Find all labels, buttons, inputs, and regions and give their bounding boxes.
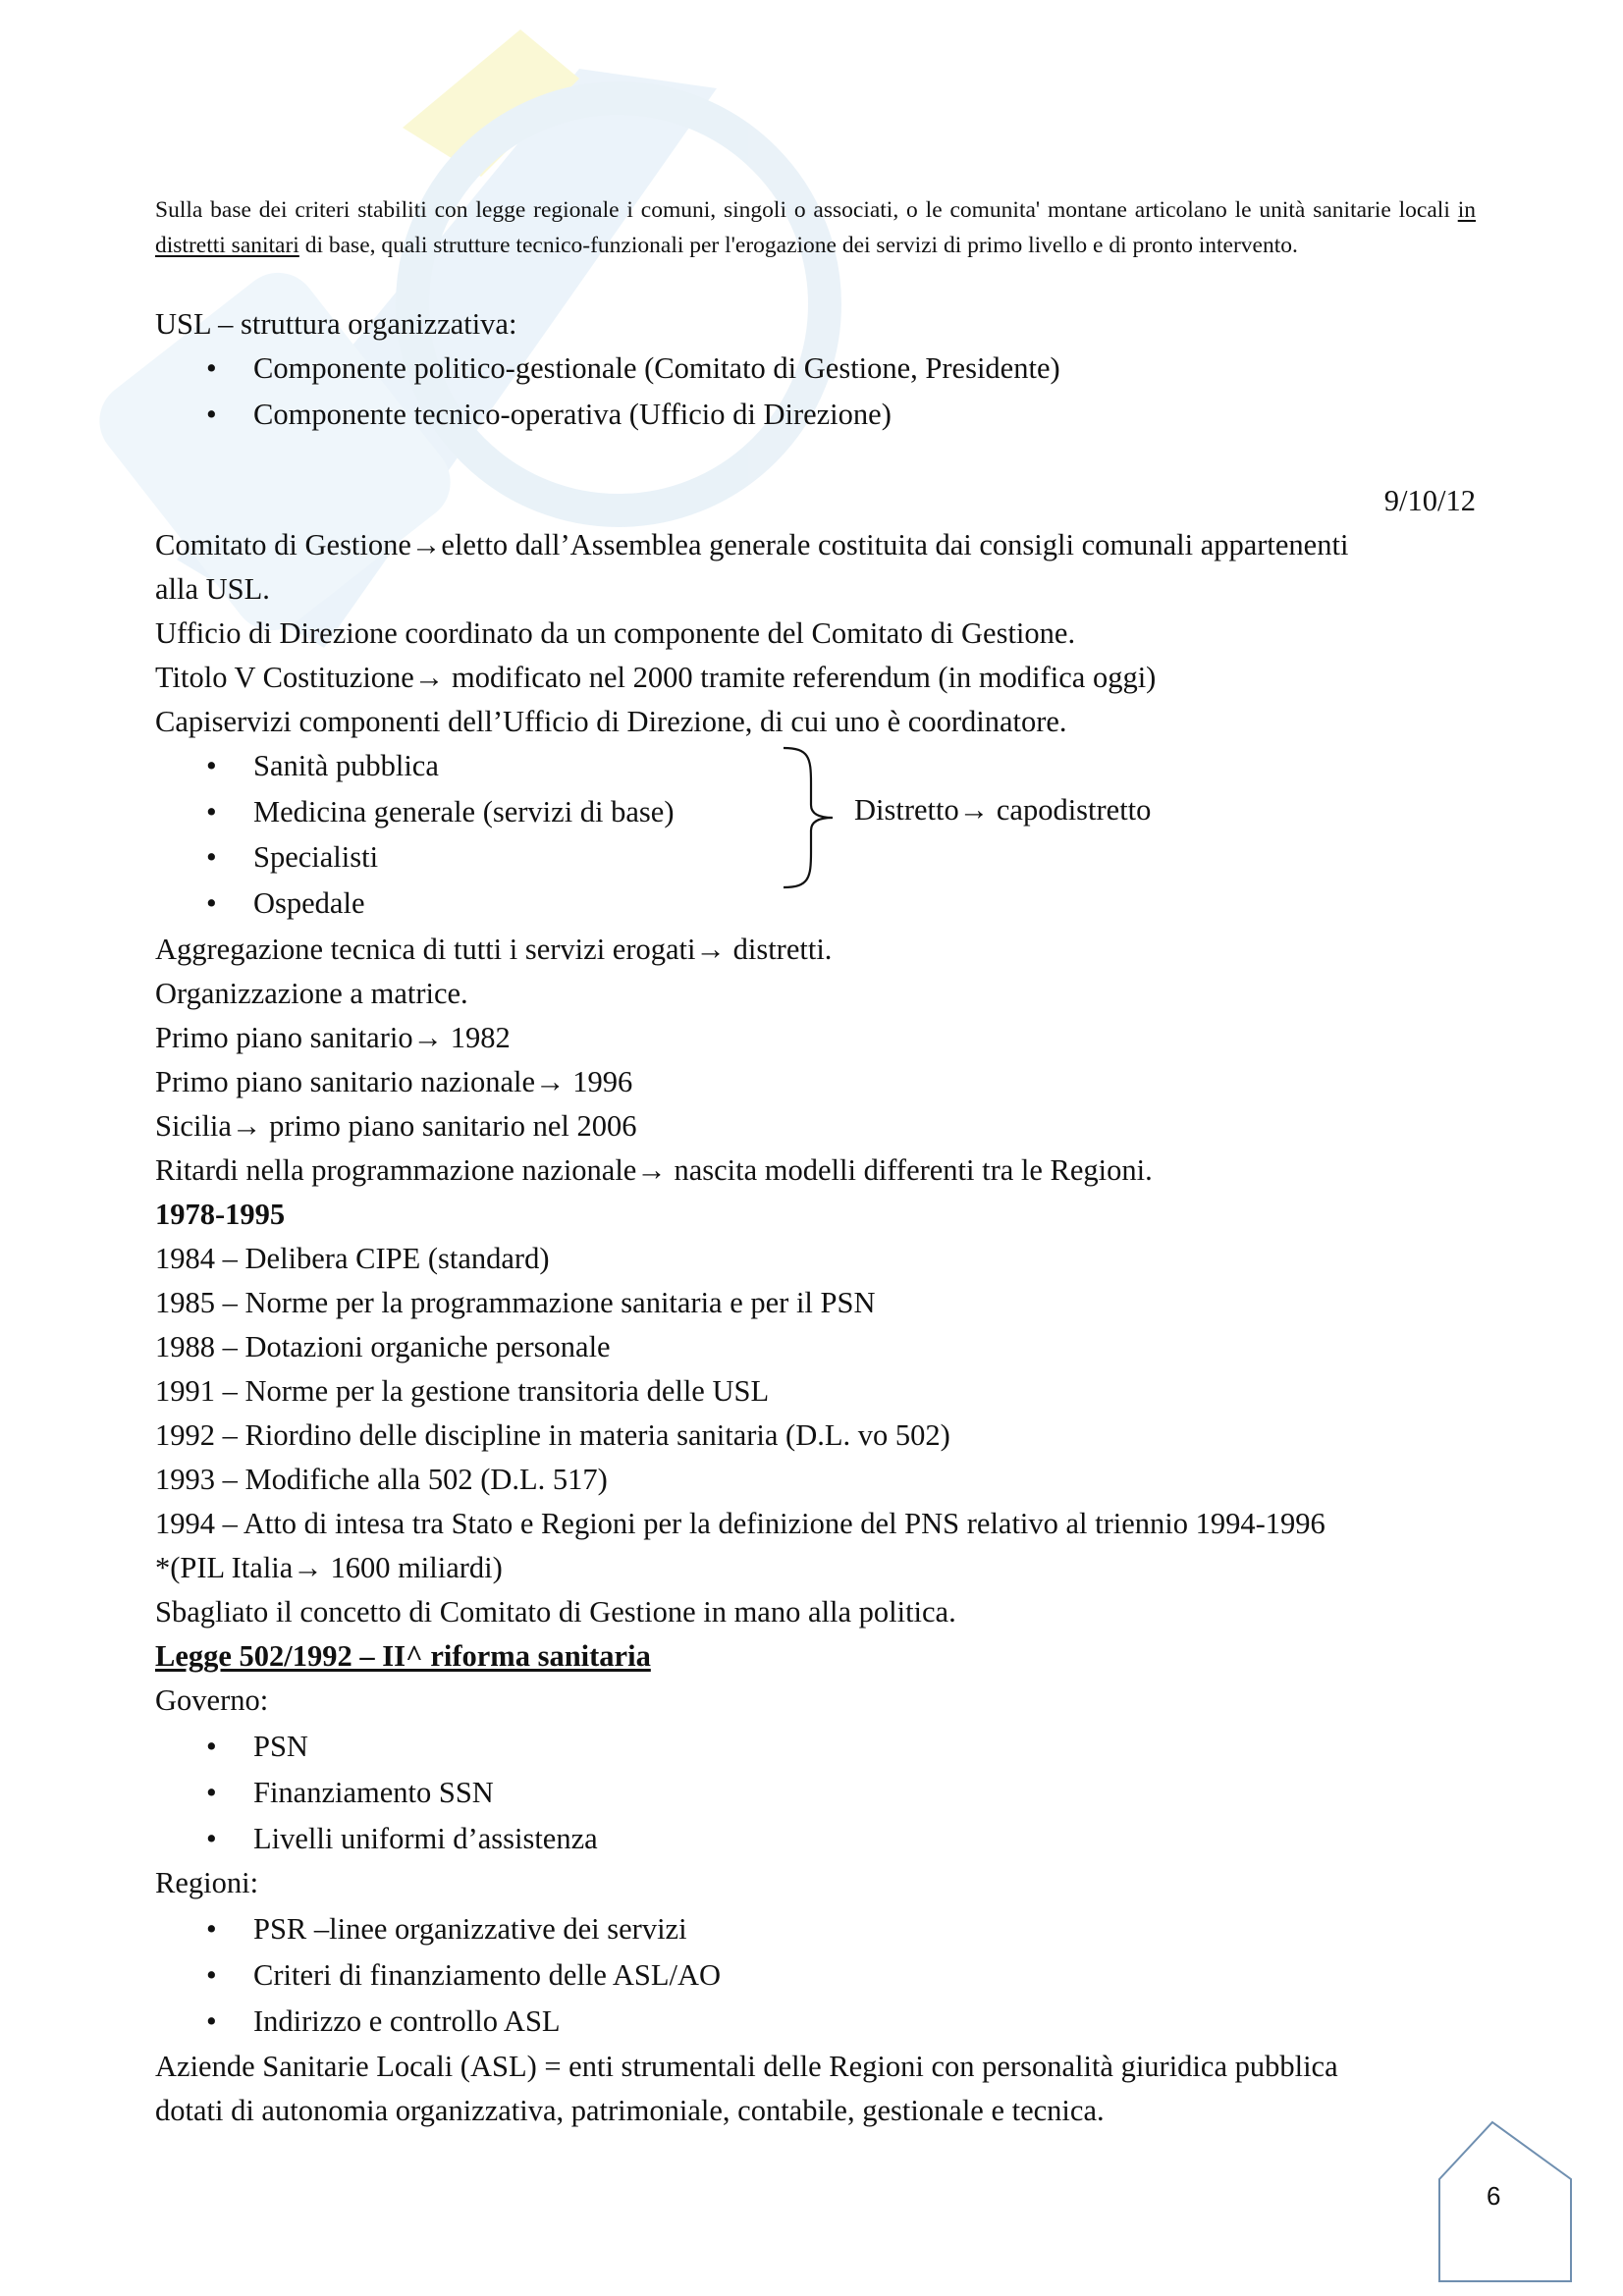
arrow-icon: → bbox=[413, 661, 445, 694]
timeline-item: 1991 – Norme per la gestione transitoria delle USL bbox=[155, 1374, 770, 1408]
timeline-item: 1984 – Delibera CIPE (standard) bbox=[155, 1242, 550, 1275]
period-heading: 1978-1995 bbox=[155, 1198, 286, 1231]
arrow-icon: → bbox=[410, 528, 442, 561]
matrice-line: Organizzazione a matrice. bbox=[155, 977, 468, 1010]
timeline-item: 1993 – Modifiche alla 502 (D.L. 517) bbox=[155, 1463, 608, 1496]
aggregazione-line: Aggregazione tecnica di tutti i servizi erogati→ distretti. bbox=[155, 933, 833, 966]
bullet-icon: • bbox=[206, 398, 217, 431]
bullet-icon: • bbox=[206, 1776, 217, 1809]
date-label: 9/10/12 bbox=[1383, 484, 1476, 517]
bullet-icon: • bbox=[206, 886, 217, 920]
governo-label: Governo: bbox=[155, 1683, 269, 1717]
arrow-icon: → bbox=[958, 793, 990, 827]
titolo-line: Titolo V Costituzione→ modificato nel 2000 tramite referendum (in modifica oggi) bbox=[155, 661, 1157, 694]
bullet-icon: • bbox=[206, 749, 217, 782]
legge-heading: Legge 502/1992 – II^ riforma sanitaria bbox=[155, 1639, 651, 1673]
distretto-label: Distretto→ capodistretto bbox=[854, 793, 1152, 827]
asl-line-2: dotati di autonomia organizzativa, patrimoniale, contabile, gestionale e tecnica. bbox=[155, 2094, 1105, 2127]
bullet-icon: • bbox=[206, 1958, 217, 1992]
primo-piano-line: Primo piano sanitario→ 1982 bbox=[155, 1021, 511, 1054]
ritardi-line: Ritardi nella programmazione nazionale→ nascita modelli differenti tra le Regioni. bbox=[155, 1153, 1153, 1187]
sicilia-line: Sicilia→ primo piano sanitario nel 2006 bbox=[155, 1109, 637, 1143]
asl-line-1: Aziende Sanitarie Locali (ASL) = enti strumentali delle Regioni con personalità giuridica pubblica bbox=[155, 2050, 1338, 2083]
timeline-item: 1988 – Dotazioni organiche personale bbox=[155, 1330, 611, 1363]
bullet-icon: • bbox=[206, 1822, 217, 1855]
arrow-icon: → bbox=[636, 1153, 667, 1187]
bullet-icon: • bbox=[206, 351, 217, 385]
arrow-icon: → bbox=[293, 1551, 323, 1584]
usl-heading: USL – struttura organizzativa: bbox=[155, 307, 517, 341]
comitato-line-2: alla USL. bbox=[155, 572, 270, 606]
capiservizi-line: Capiservizi componenti dell’Ufficio di Direzione, di cui uno è coordinatore. bbox=[155, 705, 1067, 738]
intro-text-2: di base, quali strutture tecnico-funzionali per l'erogazione dei servizi di primo livello e di pronto intervento. bbox=[298, 233, 1298, 258]
bullet-icon: • bbox=[206, 795, 217, 828]
bullet-icon: • bbox=[206, 840, 217, 874]
arrow-icon: → bbox=[535, 1065, 566, 1098]
pil-note: *(PIL Italia→ 1600 miliardi) bbox=[155, 1551, 503, 1584]
primo-piano-nazionale-line: Primo piano sanitario nazionale→ 1996 bbox=[155, 1065, 633, 1098]
sbagliato-line: Sbagliato il concetto di Comitato di Gestione in mano alla politica. bbox=[155, 1595, 956, 1629]
page-number: 6 bbox=[1487, 2181, 1501, 2211]
page-number-badge-icon bbox=[1434, 2118, 1581, 2285]
arrow-icon: → bbox=[695, 933, 726, 966]
arrow-icon: → bbox=[412, 1021, 444, 1054]
intro-text-1: Sulla base dei criteri stabiliti con legge regionale i comuni, singoli o associati, o le comunita' montane articolano le unità sanitarie locali bbox=[155, 197, 1458, 223]
timeline-item: 1992 – Riordino delle discipline in materia sanitaria (D.L. vo 502) bbox=[155, 1418, 950, 1452]
timeline-item: 1994 – Atto di intesa tra Stato e Regioni per la definizione del PNS relativo al triennio 1994-1996 bbox=[155, 1507, 1325, 1540]
timeline-item: 1985 – Norme per la programmazione sanitaria e per il PSN bbox=[155, 1286, 876, 1319]
intro-paragraph bbox=[155, 192, 1476, 263]
arrow-icon: → bbox=[231, 1109, 262, 1143]
regioni-label: Regioni: bbox=[155, 1866, 259, 1899]
intro-underlined-text: in distretti sanitari bbox=[155, 197, 1476, 258]
bullet-icon: • bbox=[206, 1730, 217, 1763]
ufficio-line: Ufficio di Direzione coordinato da un componente del Comitato di Gestione. bbox=[155, 616, 1076, 650]
comitato-line-1: Comitato di Gestione→eletto dall’Assemblea generale costituita dai consigli comunali appartenenti bbox=[155, 528, 1349, 561]
right-brace-icon bbox=[782, 744, 840, 891]
bullet-icon: • bbox=[206, 2004, 217, 2038]
bullet-icon: • bbox=[206, 1912, 217, 1946]
